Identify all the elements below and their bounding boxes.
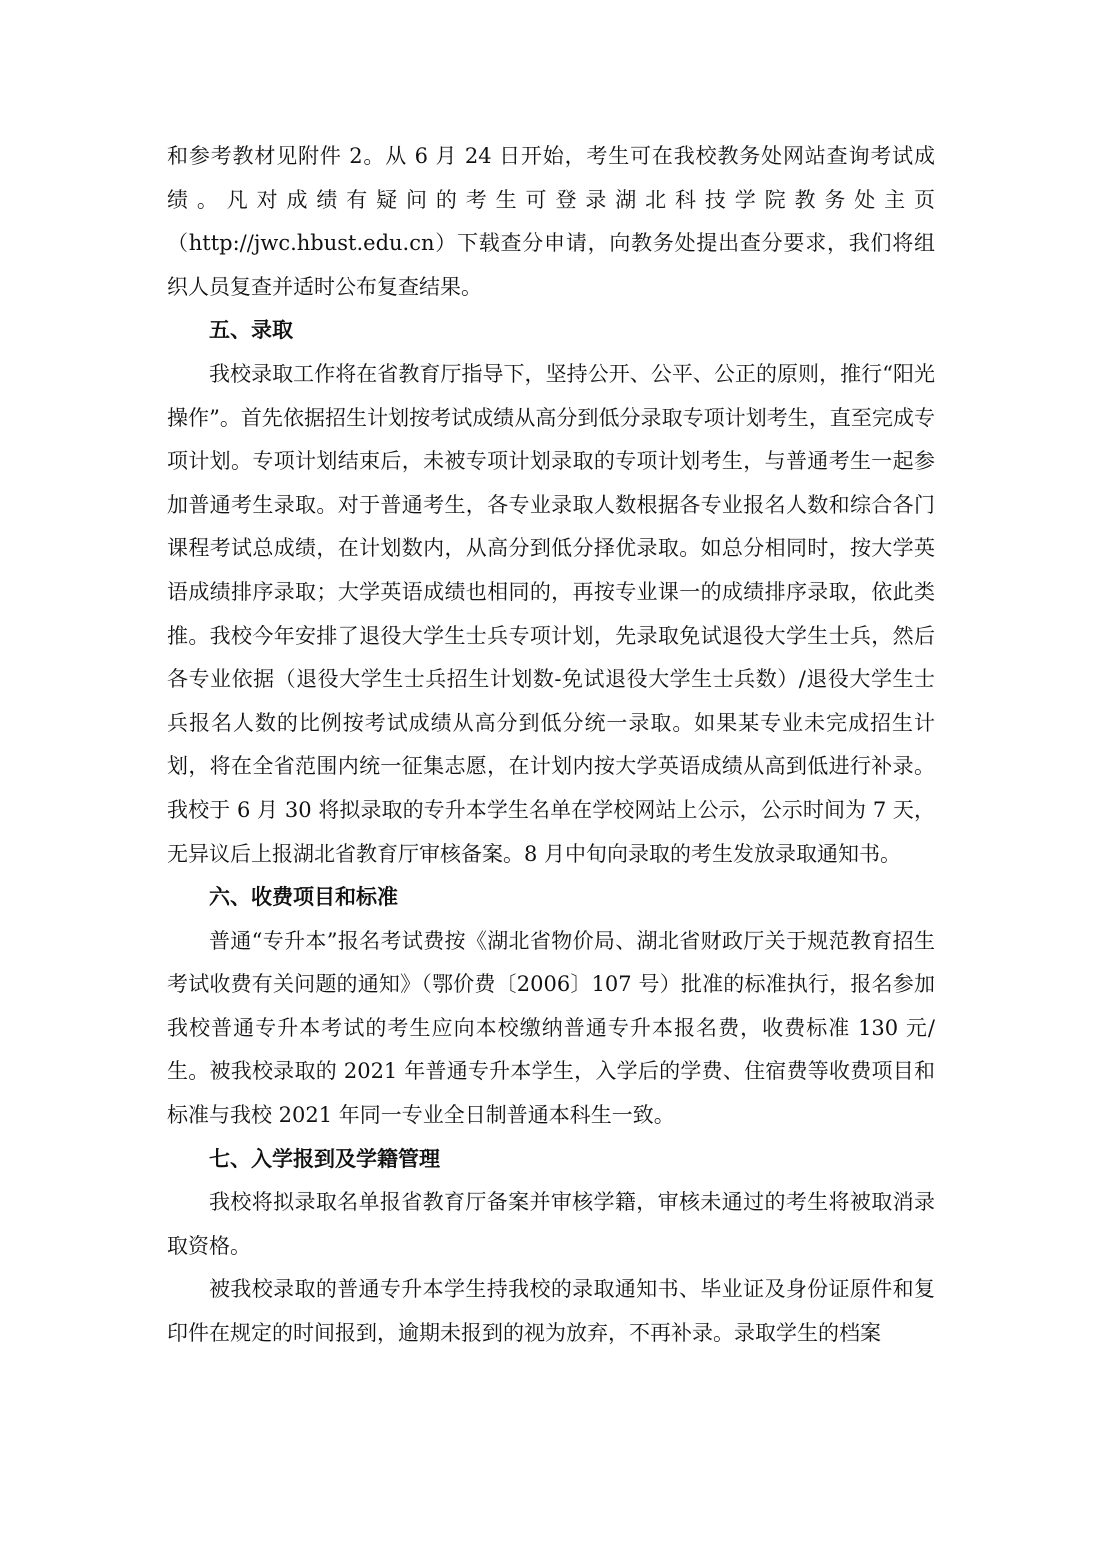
heading-fees: 六、收费项目和标准 xyxy=(209,885,398,910)
paragraph-enrollment-review: 我校将拟录取名单报省教育厅备案并审核学籍，审核未通过的考生将被取消录取资格。 xyxy=(167,1190,935,1258)
paragraph-fees: 普通“专升本”报名考试费按《湖北省物价局、湖北省财政厅关于规范教育招生考试收费有关问题的通知》（鄂价费〔2006〕107 号）批准的标准执行，报名参加我校普通专升本考试的考生应向本校缴纳普通专升本报名费，收费标准 130 元/生。被我校录取的 2021 年普通专升本学生，入学后的学费、住宿费等收费项目和标准与我校 2021 年同一专业全日制普通本科生一致。 xyxy=(167,928,935,1128)
heading-admission: 五、录取 xyxy=(209,318,293,343)
heading-enrollment: 七、入学报到及学籍管理 xyxy=(209,1146,440,1171)
paragraph-enrollment-report: 被我校录取的普通专升本学生持我校的录取通知书、毕业证及身份证原件和复印件在规定的时间报到，逾期未报到的视为放弃，不再补录。录取学生的档案 xyxy=(167,1277,935,1346)
document-page xyxy=(167,135,935,1356)
paragraph-score-inquiry: 和参考教材见附件 2。从 6 月 24 日开始，考生可在我校教务处网站查询考试成绩。凡对成绩有疑问的考生可登录湖北科技学院教务处主页（http://jwc.hbust.edu.cn）下载查分申请，向教务处提出查分要求，我们将组织人员复查并适时公布复查结果。 xyxy=(167,144,935,299)
paragraph-admission: 我校录取工作将在省教育厅指导下，坚持公开、公平、公正的原则，推行“阳光操作”。首先依据招生计划按考试成绩从高分到低分录取专项计划考生，直至完成专项计划。专项计划结束后，未被专项计划录取的专项计划考生，与普通考生一起参加普通考生录取。对于普通考生，各专业录取人数根据各专业报名人数和综合各门课程考试总成绩，在计划数内，从高分到低分择优录取。如总分相同时，按大学英语成绩排序录取；大学英语成绩也相同的，再按专业课一的成绩排序录取，依此类推。我校今年安排了退役大学生士兵专项计划，先录取免试退役大学生士兵，然后各专业依据（退役大学生士兵招生计划数-免试退役大学生士兵数）/退役大学生士兵报名人数的比例按考试成绩从高分到低分统一录取。如果某专业未完成招生计划，将在全省范围内统一征集志愿，在计划内按大学英语成绩从高到低进行补录。我校于 6 月 30 将拟录取的专升本学生名单在学校网站上公示，公示时间为 7 天，无异议后上报湖北省教育厅审核备案。8 月中旬向录取的考生发放录取通知书。 xyxy=(167,361,935,866)
